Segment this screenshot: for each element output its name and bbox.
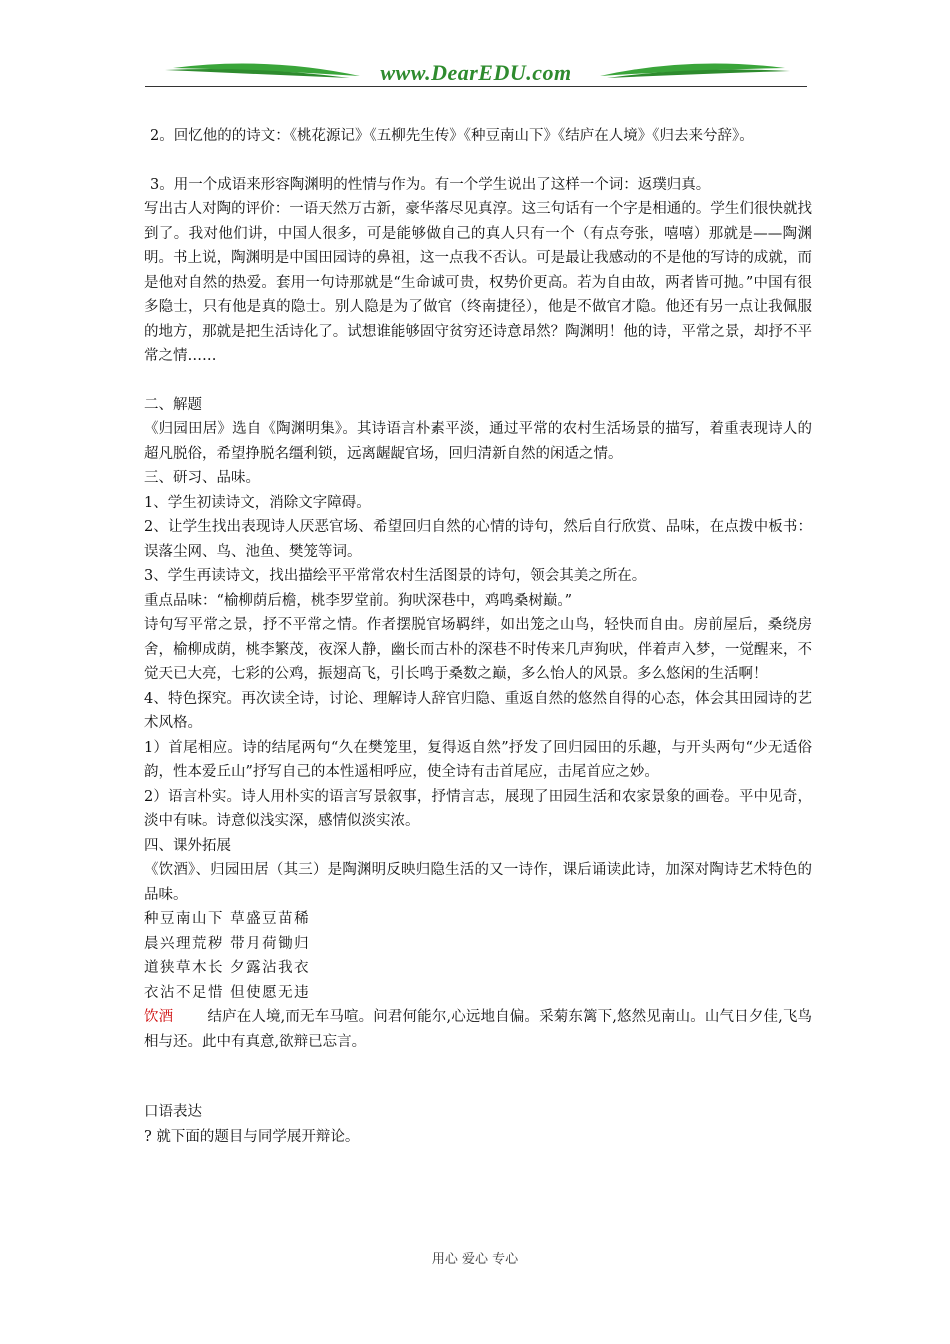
feature-point-1: 1）首尾相应。诗的结尾两句“久在樊笼里，复得返自然”抒发了回归园田的乐趣，与开头两句“少无适俗韵，性本爱丘山”抒写自己的本性遥相呼应，使全诗有击首尾应，击尾首应之妙。 xyxy=(144,739,812,780)
section-heading-study: 三、研习、品味。 xyxy=(144,470,260,486)
site-banner xyxy=(145,58,807,90)
yinjiu-title: 饮酒 xyxy=(144,1009,174,1025)
study-step-3: 3、学生再读诗文，找出描绘平平常常农村生活图景的诗句，领会其美之所在。 xyxy=(144,568,647,584)
poem-line: 种豆南山下 草盛豆苗稀 xyxy=(144,911,311,927)
idiom-paragraph: 3。用一个成语来形容陶渊明的性情与作为。有一个学生说出了这样一个词：返璞归真。 xyxy=(150,176,711,193)
poem-line: 衣沾不足惜 但使愿无违 xyxy=(144,984,311,1001)
study-step-1: 1、学生初读诗文，消除文字障碍。 xyxy=(144,494,371,511)
section-heading-extension: 四、课外拓展 xyxy=(144,837,231,854)
title-analysis-paragraph: 《归园田居》选自《陶渊明集》。其诗语言朴素平淡，通过平常的农村生活场景的描写，着重表现诗人的超凡脱俗，希望挣脱名缰利锁，远离龌龊官场，回归清新自然的闲适之情。 xyxy=(144,421,812,462)
debate-prompt: ? 就下面的题目与同学展开辩论。 xyxy=(144,1128,360,1145)
key-lines-paragraph: 重点品味：“榆柳荫后檐，桃李罗堂前。狗吠深巷中，鸡鸣桑树巅。” xyxy=(144,592,573,609)
evaluation-paragraph: 写出古人对陶的评价：一语天然万古新，豪华落尽见真淳。这三句话有一个字是相通的。学生们很快就找到了。我对他们讲，中国人很多，可是能够做自己的真人只有一个（有点夸张，嘻嘻）那就是——陶渊明。书上说，陶渊明是中国田园诗的鼻祖，这一点我不否认。可是最让我感动的不是他的写诗的成就，而是他对自然的热爱。套用一句诗那就是“生命诚可贵，权势价更高。若为自由故，两者皆可抛。”中国有很多隐士，只有他是真的隐士。别人隐是为了做官（终南捷径），他是不做官才隐。他还有另一点让我佩服的地方，那就是把生活诗化了。试想谁能够固守贫穷还诗意昂然？陶渊明！他的诗，平常之景，却抒不平常之情…… xyxy=(144,201,812,364)
recall-works-paragraph: 2。回忆他的的诗文：《桃花源记》《五柳先生传》《种豆南山下》《结庐在人境》《归去来兮辞》。 xyxy=(150,128,754,144)
section-heading-title-analysis: 二、解题 xyxy=(144,396,202,413)
study-step-2: 2、让学生找出表现诗人厌恶官场、希望回归自然的心情的诗句，然后自行欣赏、品味，在点拨中板书：误落尘网、鸟、池鱼、樊笼等词。 xyxy=(144,519,812,560)
extension-paragraph: 《饮酒》、归园田居（其三）是陶渊明反映归隐生活的又一诗作，课后诵读此诗，加深对陶诗艺术特色的品味。 xyxy=(144,862,812,903)
document-body xyxy=(144,124,812,1149)
poem-line: 晨兴理荒秽 带月荷锄归 xyxy=(144,935,311,952)
scene-description-paragraph: 诗句写平常之景，抒不平常之情。作者摆脱官场羁绊，如出笼之山鸟，轻快而自由。房前屋后，桑绕房舍，榆柳成荫，桃李繁茂，夜深人静，幽长而古朴的深巷不时传来几声狗吠，伴着声入梦，一觉醒来，不觉天已大亮，七彩的公鸡，振翅高飞，引长鸣于桑数之巅，多么怡人的风景。多么悠闲的生活啊！ xyxy=(144,617,812,682)
section-heading-oral: 口语表达 xyxy=(144,1104,202,1120)
study-step-4: 4、特色探究。再次读全诗，讨论、理解诗人辞官归隐、重返自然的悠然自得的心态，体会其田园诗的艺术风格。 xyxy=(144,690,812,731)
page-footer: 用心 爱心 专心 xyxy=(431,1252,519,1267)
yinjiu-poem-paragraph xyxy=(144,1005,812,1054)
header-rule xyxy=(145,86,807,87)
poem-line: 道狭草木长 夕露沾我衣 xyxy=(144,960,311,976)
feature-point-2: 2）语言朴实。诗人用朴实的语言写景叙事，抒情言志，展现了田园生活和农家景象的画卷。平中见奇，淡中有味。诗意似浅实深，感情似淡实浓。 xyxy=(144,788,812,829)
site-logo-text: www.DearEDU.com xyxy=(380,60,572,85)
yinjiu-text: 结庐在人境,而无车马喧。问君何能尔,心远地自偏。采菊东篱下,悠然见南山。山气日夕佳,飞鸟相与还。此中有真意,欲辩已忘言。 xyxy=(144,1009,813,1050)
